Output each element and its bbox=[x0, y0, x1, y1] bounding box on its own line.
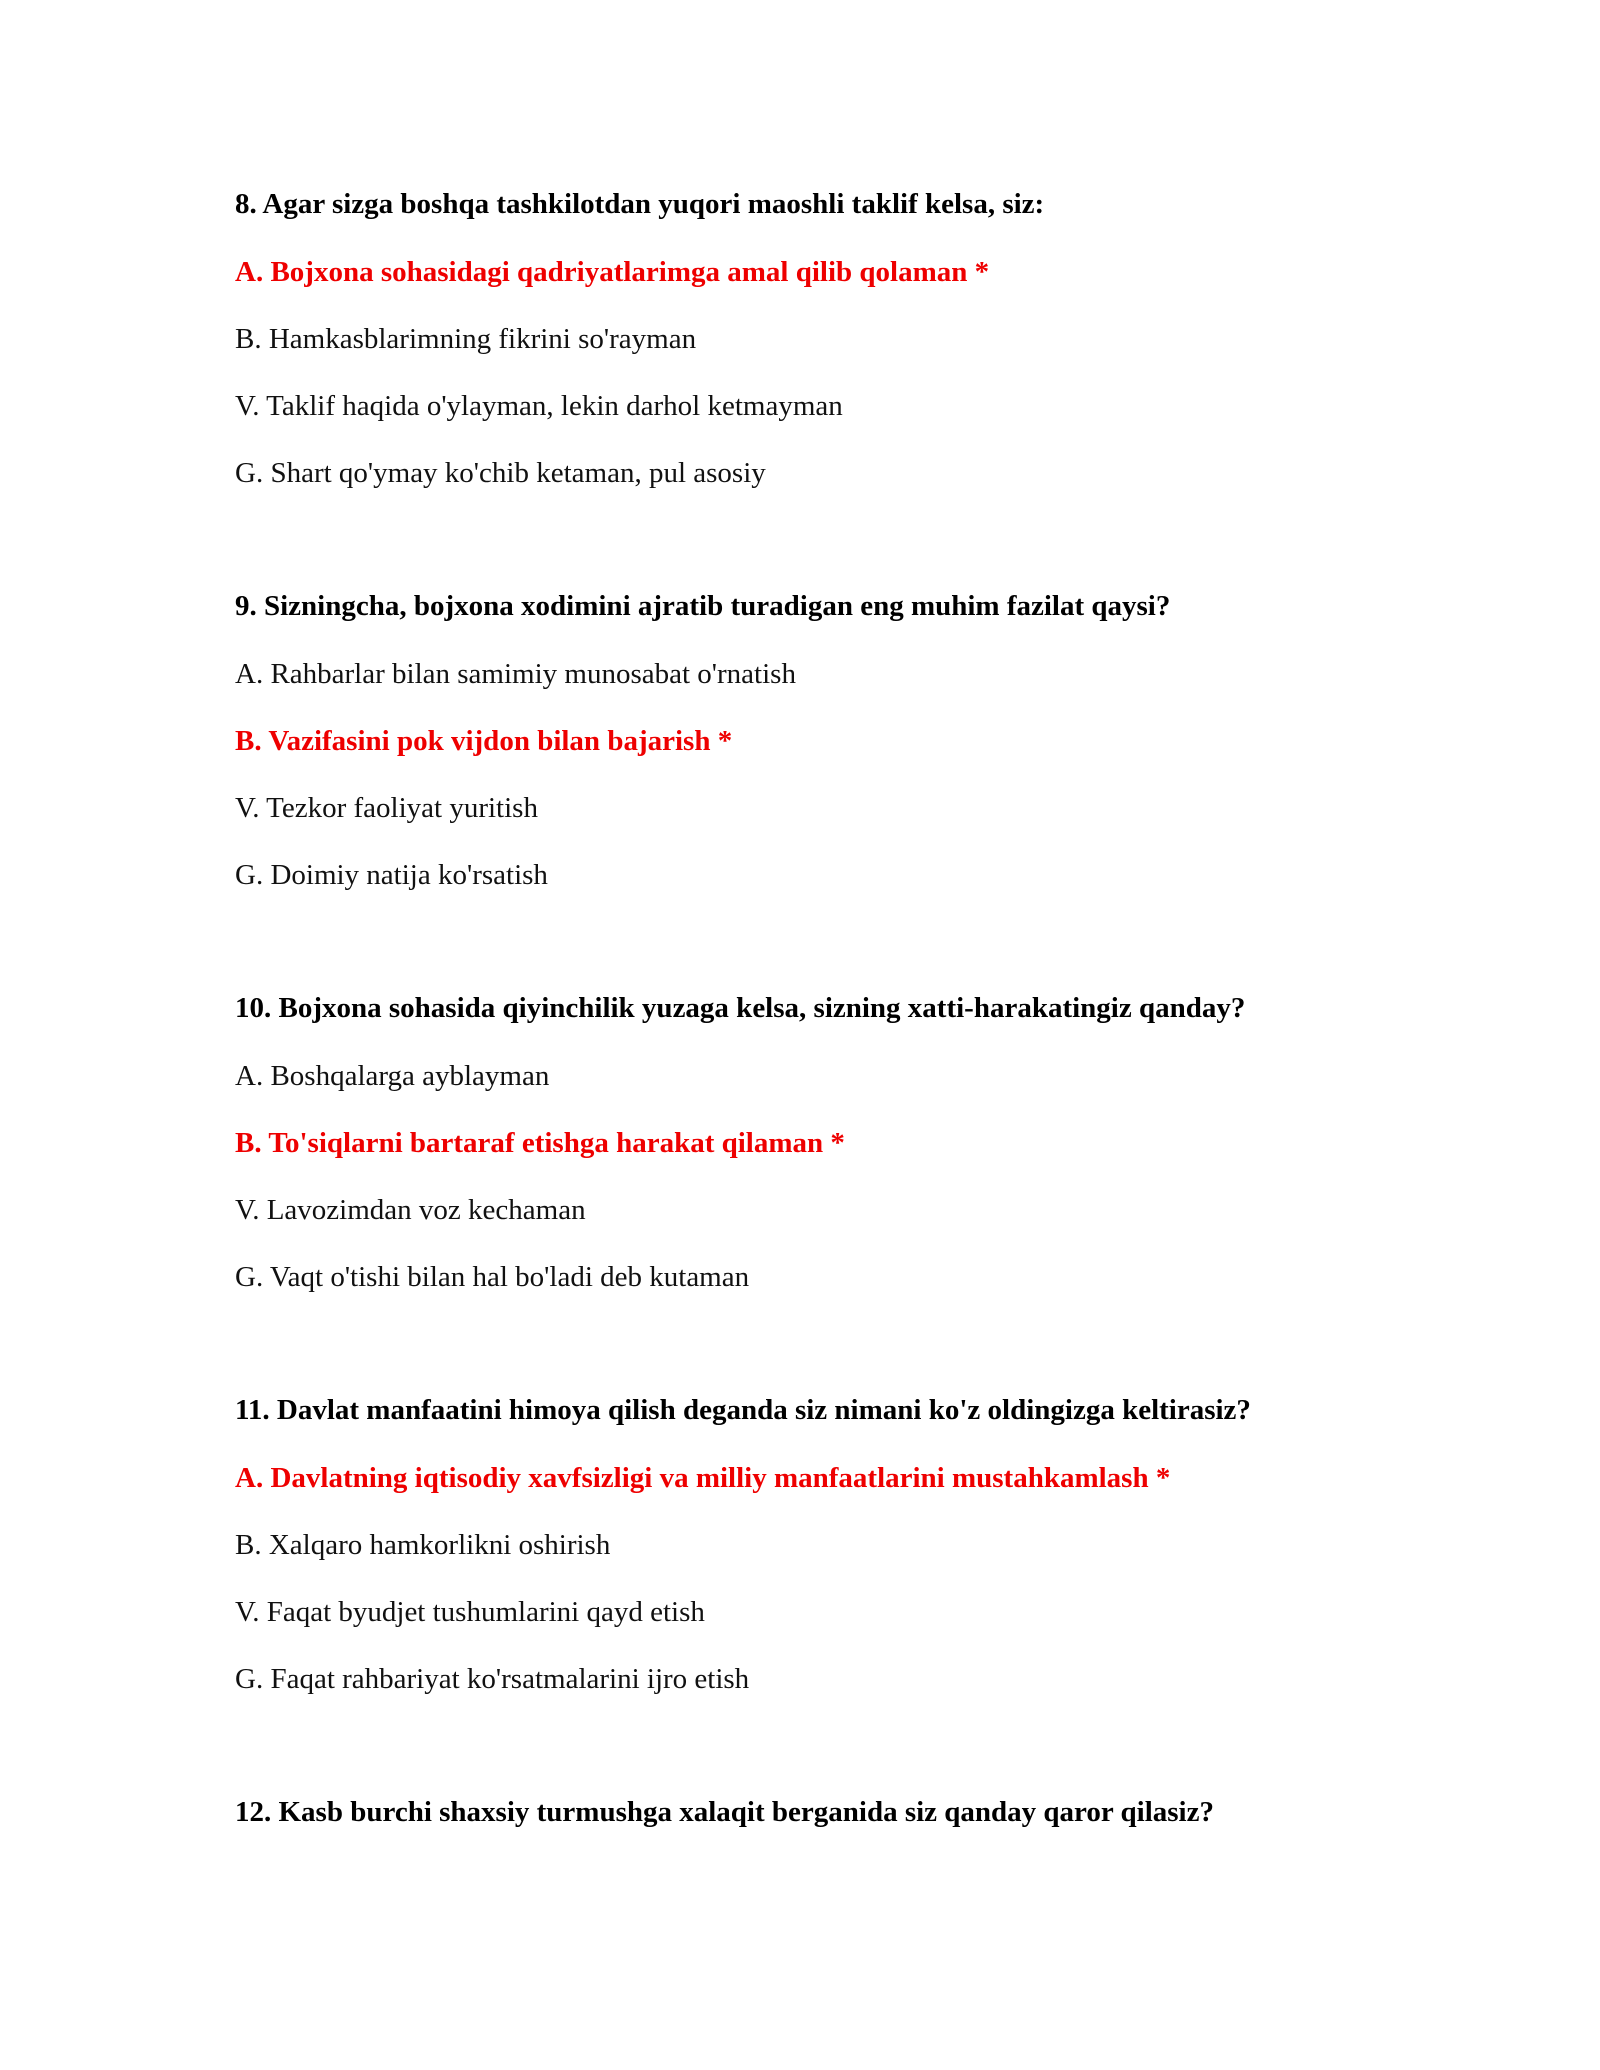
answer-option: V. Tezkor faoliyat yuritish bbox=[235, 792, 538, 824]
answer-option: V. Lavozimdan voz kechaman bbox=[235, 1194, 586, 1226]
answer-option: A. Boshqalarga ayblayman bbox=[235, 1060, 550, 1092]
answer-option: B. Xalqaro hamkorlikni oshirish bbox=[235, 1529, 611, 1561]
question-text: 8. Agar sizga boshqa tashkilotdan yuqori maoshli taklif kelsa, siz: bbox=[235, 188, 1045, 220]
answer-option: G. Shart qo'ymay ko'chib ketaman, pul asosiy bbox=[235, 457, 766, 489]
question-text: 11. Davlat manfaatini himoya qilish deganda siz nimani ko'z oldingizga keltirasiz? bbox=[235, 1394, 1251, 1426]
answer-option-correct: B. To'siqlarni bartaraf etishga harakat qilaman * bbox=[235, 1127, 845, 1159]
answer-option-correct: A. Davlatning iqtisodiy xavfsizligi va milliy manfaatlarini mustahkamlash * bbox=[235, 1462, 1171, 1494]
answer-option-correct: B. Vazifasini pok vijdon bilan bajarish * bbox=[235, 725, 733, 757]
answer-option-correct: A. Bojxona sohasidagi qadriyatlarimga amal qilib qolaman * bbox=[235, 256, 990, 288]
answer-option: V. Taklif haqida o'ylayman, lekin darhol ketmayman bbox=[235, 390, 843, 422]
answer-option: G. Vaqt o'tishi bilan hal bo'ladi deb kutaman bbox=[235, 1261, 750, 1293]
question-text: 9. Sizningcha, bojxona xodimini ajratib turadigan eng muhim fazilat qaysi? bbox=[235, 590, 1171, 622]
answer-option: A. Rahbarlar bilan samimiy munosabat o'rnatish bbox=[235, 658, 796, 690]
answer-option: B. Hamkasblarimning fikrini so'rayman bbox=[235, 323, 697, 355]
answer-option: G. Doimiy natija ko'rsatish bbox=[235, 859, 548, 891]
answer-option: G. Faqat rahbariyat ko'rsatmalarini ijro etish bbox=[235, 1663, 750, 1695]
answer-option: V. Faqat byudjet tushumlarini qayd etish bbox=[235, 1596, 705, 1628]
question-text: 10. Bojxona sohasida qiyinchilik yuzaga kelsa, sizning xatti-harakatingiz qanday? bbox=[235, 992, 1246, 1024]
question-text: 12. Kasb burchi shaxsiy turmushga xalaqit berganida siz qanday qaror qilasiz? bbox=[235, 1796, 1214, 1828]
